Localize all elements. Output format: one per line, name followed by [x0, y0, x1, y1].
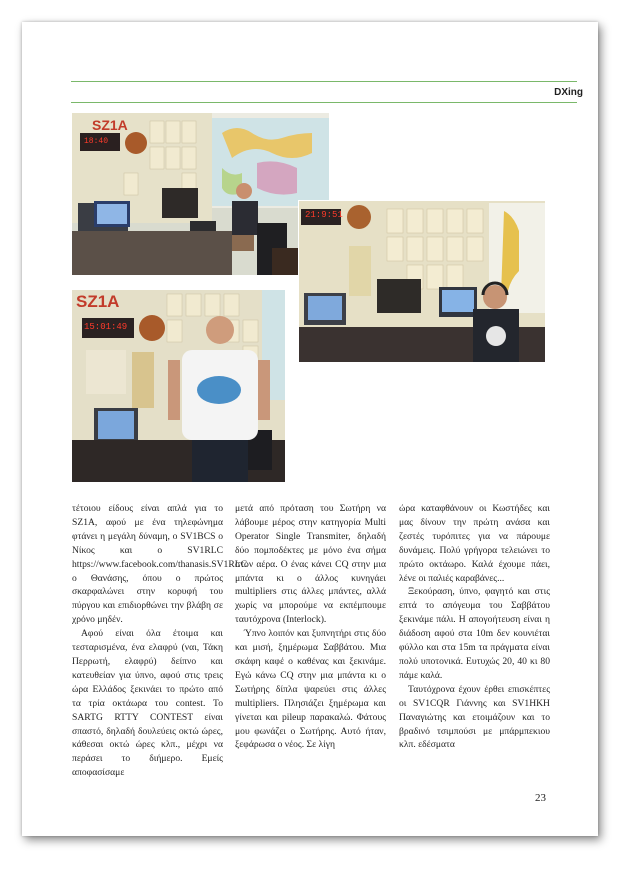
- paragraph: τέτοιου είδους είναι απλά για το SZ1A, αφού με ένα τηλεφώνημα φτάνει η μεγάλη δύναμη, ο SV1BCS ο Νίκος και ο SV1RLC https://www.facebook.com/thanasis.SV1RLC ο Θανάσης, όπου ο πρώτος σκαρφαλώνει στην κορυφή του πύργου και επιδιορθώνει την βλάβη σε χρόνο μηδέν.: [72, 503, 247, 626]
- text-column-1: [72, 502, 247, 780]
- section-title: DXing: [554, 87, 583, 98]
- callsign-sign: SZ1A: [76, 292, 120, 311]
- paragraph: Ξεκούραση, ύπνο, φαγητό και στις επτά το απόγευμα του Σαββάτου ξεκινάμε πάλι. Η απογοήτευση είναι η διάδοση αφού στα 10m δεν κουνιέται φύλλο και στα 15m τα πράγματα είναι πολύ υποτονικά. Ευτυχώς 20, 40 κι 80 πάμε καλά.: [399, 586, 550, 681]
- photo-operator-headphones-art: [299, 201, 545, 362]
- paragraph: Ύπνο λοιπόν και ξυπνητήρι στις δύο και μισή, ξημέρωμα Σαββάτου. Μια σκάφη καφέ ο καθένας και ξεκινάμε. Εγώ κάνω CQ στην μια μπάντα κι ο Σωτήρης δίπλα ψαρεύει στις άλλες multipliers. Πλησιάζει ξημέρωμα και γίνεται και pileup παρακαλώ. Φάτους μου φωνάζει ο Σωτήρης. Αυτό ήταν, ξεφάρωσα ο νέος. Σε λίγη: [235, 628, 386, 751]
- header-rule-bottom: [71, 102, 577, 103]
- photo-station-room: [72, 113, 329, 275]
- led-clock: 15:01:49: [84, 322, 128, 332]
- led-clock: 21:9:51: [305, 210, 343, 220]
- photo-operator-standing: [72, 290, 285, 482]
- paragraph: Ταυτόχρονα έχουν έρθει επισκέπτες οι SV1CQR Γιάννης και SV1HKH Παναγιώτης και ετοιμάζουν και το βραδινό τσιμπούσι με μπάρμπεκιου κλπ. εδέσματα: [399, 683, 550, 751]
- callsign-sign: SZ1A: [92, 117, 128, 133]
- led-clock: 18:40: [84, 137, 109, 146]
- text-column-2: [235, 502, 386, 752]
- page-number: 23: [535, 792, 546, 804]
- photo-operator-headphones: [298, 200, 546, 363]
- paragraph: ώρα καταφθάνουν οι Κωστήδες και μας δίνουν την πρώτη ανάσα και ζεστές τυρόπιτες για να πάρουμε δυνάμεις. Πολύ γρήγορα τελειώνει το πρώτο οκτάωρο. Καλά έχουμε πάει, λένε οι παλιές καραβάνες...: [399, 503, 550, 584]
- photo-operator-standing-art: [72, 290, 285, 482]
- paragraph: Αφού είναι όλα έτοιμα και τεσταρισμένα, ένα ελαφρύ (ναι, Τάκη Περρωτή, ελαφρύ) δείπνο και κατευθείαν για ύπνο, αφού στις τρεις ώρα Ελλάδος ξεκινάει το πρώτο από τα τρία οκτάωρα του contest. Το SARTG RTTY CONTEST είναι σπαστό, δηλαδή δουλεύεις οκτώ ώρες, κάθεσαι οκτώ ώρες κλπ., μέχρι να περάσει το διήμερο. Εμείς αποφασίσαμε: [72, 628, 223, 779]
- header-rule-top: [71, 81, 577, 82]
- text-column-3: [399, 502, 550, 752]
- paragraph: μετά από πρόταση του Σωτήρη να λάβουμε μέρος στην κατηγορία Multi Operator Single Transmiter, δηλαδή δύο πομποδέκτες με μόνο ένα σήμα στον αέρα. Ο ένας κάνει CQ στην μια μπάντα κι ο άλλος κυνηγάει multipliers στις άλλες μπάντες, αλλά χωρίς να μπορούμε να εκπέμπουμε ταυτόχρονα (Interlock).: [235, 503, 386, 626]
- photo-station-room-art: [72, 113, 329, 275]
